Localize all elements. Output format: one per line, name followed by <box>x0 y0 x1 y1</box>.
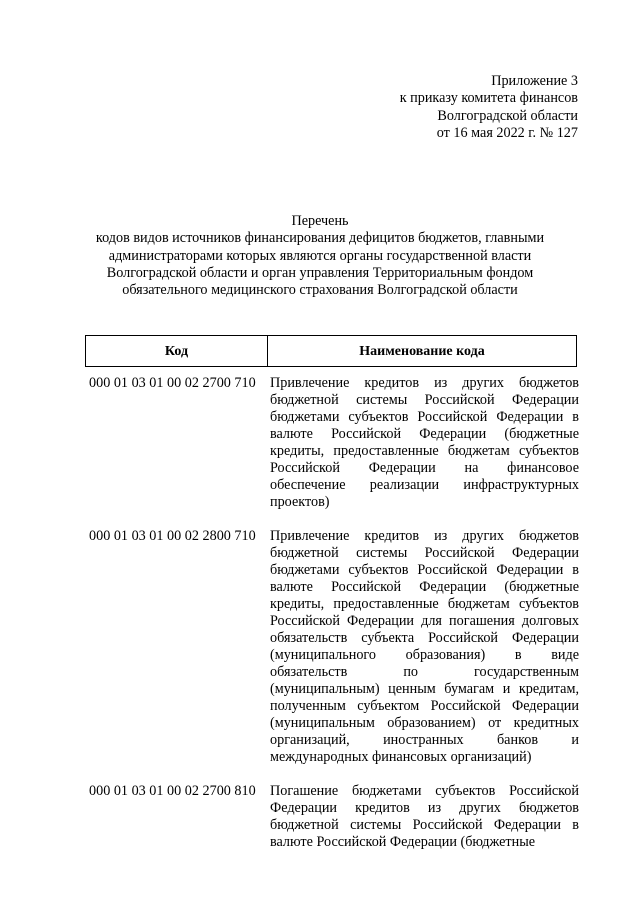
table-header <box>85 335 577 367</box>
row-name: Привлечение кредитов из других бюджетов бюджетной системы Российской Федерации бюджетами субъектов Российской Федерации в валюте Российской Федерации (бюджетные кредиты, предоставленные бюджетам субъектов Российской Федерации для погашения долговых обязательств субъекта Российской Федерации (муниципального образования) в виде обязательств по государственным (муниципальным) ценным бумагам и кредитам, полученным субъектом Российской Федерации (муниципальным образованием) от кредитных организаций, иностранных банков и международных финансовых организаций) <box>270 528 579 765</box>
table-row <box>89 375 579 511</box>
row-code: 000 01 03 01 00 02 2700 810 <box>89 783 256 799</box>
title-line: Перечень <box>291 213 349 229</box>
document-title <box>60 213 580 299</box>
title-line: Волгоградской области и орган управления Территориальным фондом <box>106 264 534 281</box>
column-header-name: Наименование кода <box>359 343 485 359</box>
title-line: обязательного медицинского страхования Волгоградской области <box>122 282 518 299</box>
row-code: 000 01 03 01 00 02 2800 710 <box>89 528 256 544</box>
table-row <box>89 528 579 766</box>
row-name: Погашение бюджетами субъектов Российской Федерации кредитов из других бюджетов бюджетной системы Российской Федерации в валюте Российской Федерации (бюджетные <box>270 783 579 850</box>
row-code: 000 01 03 01 00 02 2700 710 <box>89 375 256 391</box>
appendix-header <box>400 73 578 142</box>
appendix-number: Приложение 3 <box>491 73 578 89</box>
title-line: администраторами которых являются органы государственной власти <box>108 247 532 264</box>
table-row <box>89 783 579 851</box>
row-name: Привлечение кредитов из других бюджетов бюджетной системы Российской Федерации бюджетами субъектов Российской Федерации в валюте Российской Федерации (бюджетные кредиты, предоставленные бюджетам субъектов Российской Федерации на финансовое обеспечение реализации инфраструктурных проектов) <box>270 375 579 510</box>
table-body <box>89 375 579 868</box>
column-header-code: Код <box>86 336 268 366</box>
appendix-order-ref: к приказу комитета финансов <box>399 90 578 107</box>
appendix-region: Волгоградской области <box>437 107 578 124</box>
title-line: кодов видов источников финансирования дефицитов бюджетов, главными <box>95 230 545 247</box>
appendix-date: от 16 мая 2022 г. № 127 <box>436 124 578 141</box>
